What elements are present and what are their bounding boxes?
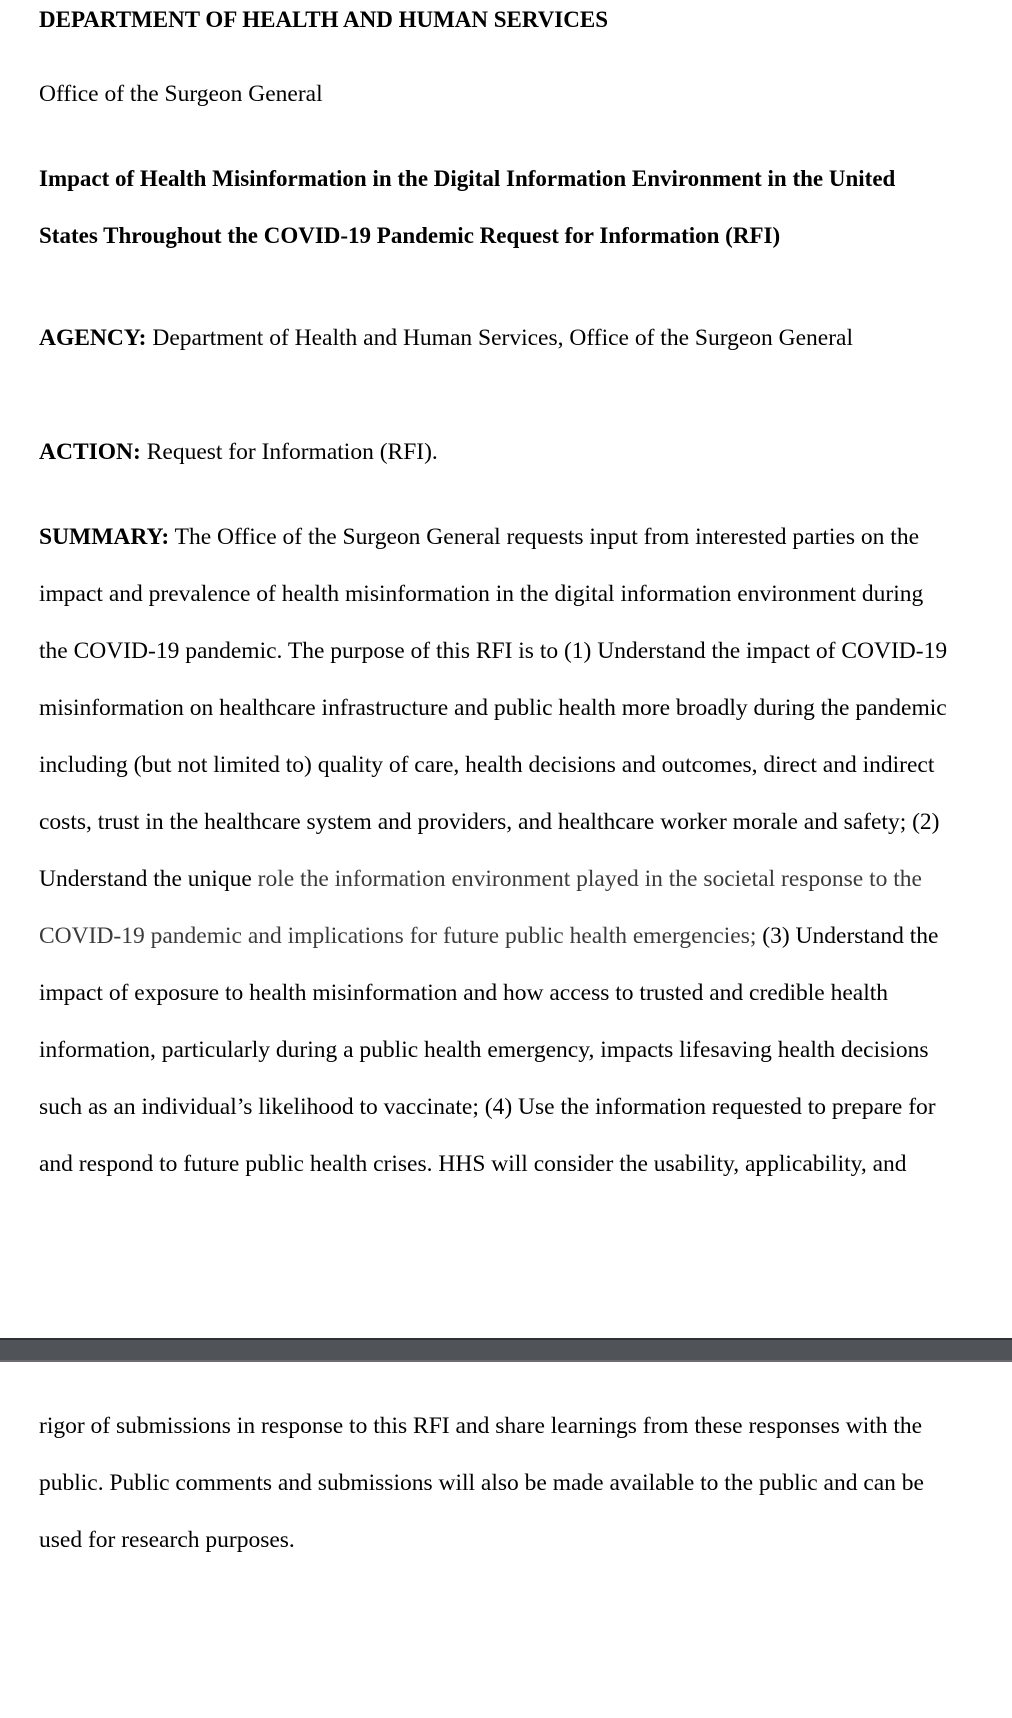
summary-text: (3) Understand the — [756, 923, 939, 949]
summary-text-muted: role the information environment played in the societal response to the — [257, 866, 922, 892]
summary-line: such as an individual’s likelihood to vaccinate; (4) Use the information requested to prepare for — [39, 1094, 936, 1120]
agency-paragraph — [39, 322, 979, 354]
summary-line: misinformation on healthcare infrastructure and public health more broadly during the pandemic — [39, 695, 947, 721]
agency-label: AGENCY: — [39, 325, 147, 351]
action-label: ACTION: — [39, 439, 141, 465]
summary-label: SUMMARY: — [39, 524, 170, 550]
document-title — [39, 150, 979, 264]
summary-paragraph — [39, 509, 979, 1193]
summary-line: impact of exposure to health misinformation and how access to trusted and credible health — [39, 980, 889, 1006]
summary-line: costs, trust in the healthcare system and providers, and healthcare worker morale and safety; (2) — [39, 809, 940, 835]
summary-line — [39, 851, 979, 908]
agency-text: Department of Health and Human Services, Office of the Surgeon General — [152, 325, 854, 351]
summary-text-muted: COVID-19 pandemic and implications for future public health emergencies; — [39, 923, 757, 949]
action-paragraph — [39, 436, 979, 468]
continuation-line: used for research purposes. — [39, 1527, 295, 1553]
summary-line: impact and prevalence of health misinformation in the digital information environment during — [39, 581, 924, 607]
continuation-line: public. Public comments and submissions will also be made available to the public and can be — [39, 1470, 924, 1496]
continuation-line: rigor of submissions in response to this RFI and share learnings from these responses with the — [39, 1413, 923, 1439]
summary-line: information, particularly during a public health emergency, impacts lifesaving health decisions — [39, 1037, 929, 1063]
summary-line: the COVID-19 pandemic. The purpose of this RFI is to (1) Understand the impact of COVID-19 — [39, 638, 948, 664]
summary-continuation — [39, 1398, 979, 1569]
summary-text: The Office of the Surgeon General requests input from interested parties on the — [174, 524, 919, 550]
summary-line — [39, 509, 979, 566]
office-name: Office of the Surgeon General — [39, 81, 323, 107]
document-page-2 — [0, 1362, 1012, 1718]
title-line-2: States Throughout the COVID-19 Pandemic Request for Information (RFI) — [39, 223, 781, 248]
summary-line: and respond to future public health crises. HHS will consider the usability, applicability, and — [39, 1151, 907, 1177]
title-line-1: Impact of Health Misinformation in the Digital Information Environment in the United — [39, 166, 896, 191]
summary-line — [39, 908, 979, 965]
page-break-divider — [0, 1338, 1012, 1362]
action-text: Request for Information (RFI). — [146, 439, 438, 465]
summary-text: Understand the unique — [39, 866, 258, 892]
department-heading: DEPARTMENT OF HEALTH AND HUMAN SERVICES — [39, 7, 608, 32]
summary-line: including (but not limited to) quality of care, health decisions and outcomes, direct and indirect — [39, 752, 935, 778]
